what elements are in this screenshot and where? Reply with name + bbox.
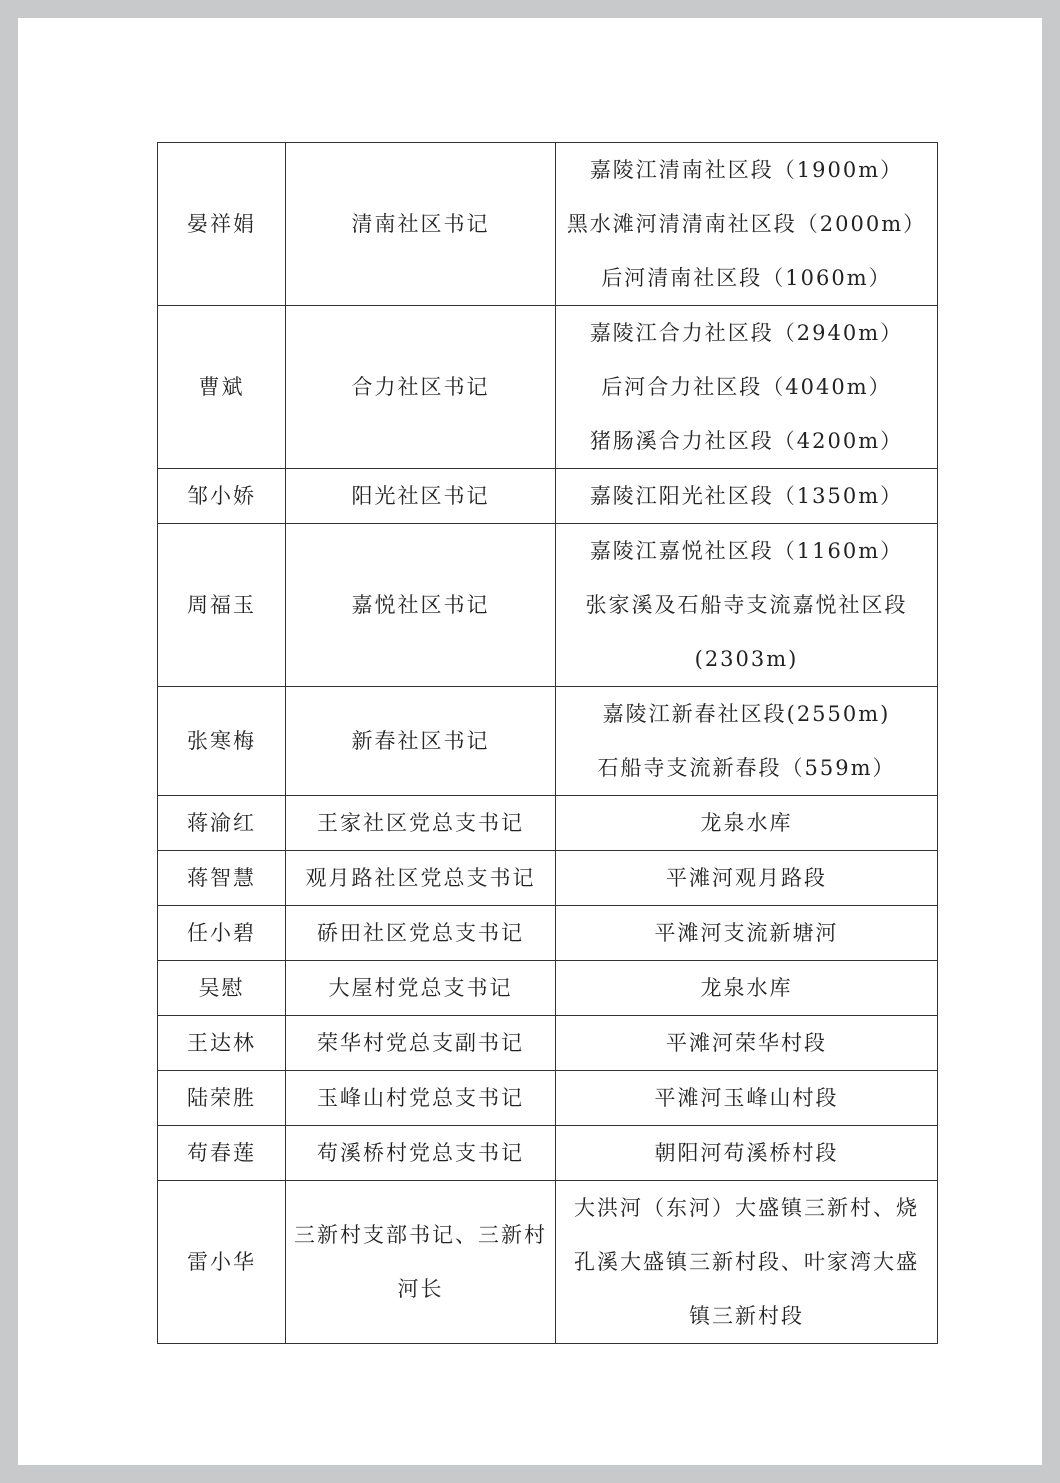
position-cell: 硚田社区党总支书记: [286, 906, 556, 961]
river-line: 后河清南社区段（1060m）: [601, 266, 892, 290]
position-cell: 荣华村党总支副书记: [286, 1016, 556, 1071]
position-cell: 合力社区书记: [286, 306, 556, 469]
table-row: [158, 1126, 938, 1181]
river-line: 猪肠溪合力社区段（4200m）: [589, 429, 904, 453]
river-cell: [556, 796, 938, 851]
table-row: [158, 961, 938, 1016]
table-row: [158, 143, 938, 306]
river-line: 嘉陵江嘉悦社区段（1160m）: [589, 539, 904, 563]
river-line: 朝阳河苟溪桥村段: [654, 1141, 839, 1165]
river-line: 平滩河玉峰山村段: [654, 1086, 839, 1110]
name-cell: 吴慰: [158, 961, 286, 1016]
river-line: 平滩河观月路段: [666, 866, 827, 890]
position-cell: 苟溪桥村党总支书记: [286, 1126, 556, 1181]
table-row: [158, 1181, 938, 1344]
river-cell: [556, 143, 938, 306]
river-line: 龙泉水库: [700, 811, 793, 835]
name-cell: 苟春莲: [158, 1126, 286, 1181]
river-line: 黑水滩河清清南社区段（2000m）: [566, 212, 927, 236]
river-cell: [556, 1181, 938, 1344]
table-row: [158, 524, 938, 687]
position-cell: 王家社区党总支书记: [286, 796, 556, 851]
river-line: 龙泉水库: [700, 976, 793, 1000]
table-row: [158, 687, 938, 796]
name-cell: 王达林: [158, 1016, 286, 1071]
name-cell: 周福玉: [158, 524, 286, 687]
name-cell: 邹小娇: [158, 469, 286, 524]
position-cell: 清南社区书记: [286, 143, 556, 306]
name-cell: 蒋智慧: [158, 851, 286, 906]
position-cell: 嘉悦社区书记: [286, 524, 556, 687]
river-line: 平滩河荣华村段: [666, 1031, 827, 1055]
position-cell: 新春社区书记: [286, 687, 556, 796]
river-cell: [556, 1071, 938, 1126]
river-line: 嘉陵江清南社区段（1900m）: [589, 158, 904, 182]
river-line: 平滩河支流新塘河: [654, 921, 839, 945]
position-cell: 三新村支部书记、三新村河长: [286, 1181, 556, 1344]
river-line: 后河合力社区段（4040m）: [601, 375, 892, 399]
table-row: [158, 306, 938, 469]
table-row: [158, 469, 938, 524]
table-row: [158, 906, 938, 961]
river-line: 嘉陵江阳光社区段（1350m）: [589, 484, 904, 508]
river-line: 张家溪及石船寺支流嘉悦社区段: [585, 593, 908, 617]
river-cell: [556, 1016, 938, 1071]
name-cell: 任小碧: [158, 906, 286, 961]
name-cell: 雷小华: [158, 1181, 286, 1344]
name-cell: 蒋渝红: [158, 796, 286, 851]
position-cell: 大屋村党总支书记: [286, 961, 556, 1016]
river-line: 大洪河（东河）大盛镇三新村、烧孔溪大盛镇三新村段、叶家湾大盛镇三新村段: [574, 1196, 919, 1328]
table-row: [158, 1016, 938, 1071]
river-cell: [556, 851, 938, 906]
position-cell: 观月路社区党总支书记: [286, 851, 556, 906]
name-cell: 张寒梅: [158, 687, 286, 796]
river-line: 嘉陵江新春社区段(2550m): [602, 702, 891, 726]
river-cell: [556, 906, 938, 961]
river-line: 石船寺支流新春段（559m）: [597, 756, 896, 780]
document-page: [18, 18, 1042, 1465]
table-row: [158, 1071, 938, 1126]
position-cell: 玉峰山村党总支书记: [286, 1071, 556, 1126]
position-cell: 阳光社区书记: [286, 469, 556, 524]
river-chief-table: [157, 142, 938, 1344]
river-cell: [556, 469, 938, 524]
name-cell: 晏祥娟: [158, 143, 286, 306]
river-cell: [556, 687, 938, 796]
river-cell: [556, 1126, 938, 1181]
river-cell: [556, 306, 938, 469]
table-row: [158, 796, 938, 851]
name-cell: 曹斌: [158, 306, 286, 469]
river-cell: [556, 524, 938, 687]
table-row: [158, 851, 938, 906]
name-cell: 陆荣胜: [158, 1071, 286, 1126]
river-line: 嘉陵江合力社区段（2940m）: [589, 321, 904, 345]
river-cell: [556, 961, 938, 1016]
river-line: (2303m): [694, 647, 799, 671]
